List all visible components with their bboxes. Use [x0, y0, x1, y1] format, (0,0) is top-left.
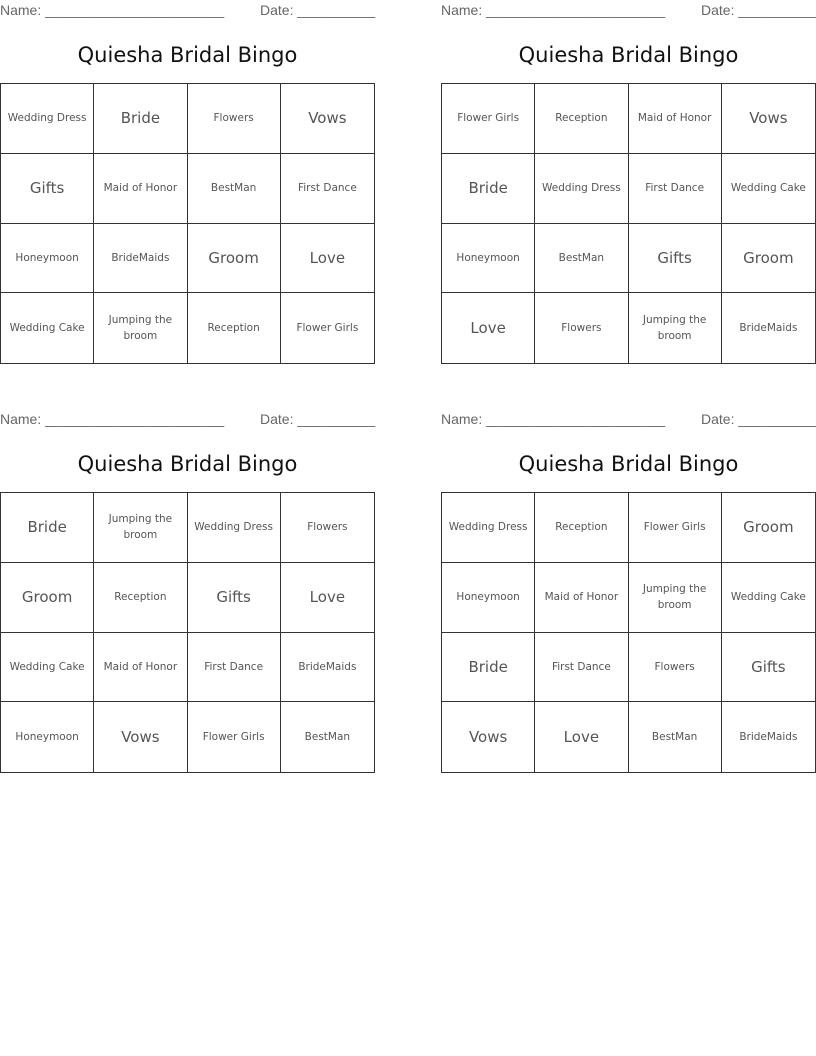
bingo-cell[interactable]: Flowers	[281, 493, 374, 563]
bingo-cell[interactable]: Wedding Cake	[1, 633, 94, 703]
bingo-cell[interactable]: BestMan	[535, 224, 628, 294]
bingo-cell[interactable]: Maid of Honor	[94, 633, 187, 703]
bingo-cell[interactable]: Flowers	[188, 84, 281, 154]
card-header	[0, 411, 375, 429]
bingo-cell[interactable]: Honeymoon	[1, 702, 94, 772]
bingo-cell[interactable]: Flowers	[629, 633, 722, 703]
bingo-card-2	[441, 0, 816, 364]
bingo-cell[interactable]: First Dance	[188, 633, 281, 703]
bingo-cell[interactable]: Vows	[722, 84, 815, 154]
bingo-cell[interactable]: BrideMaids	[94, 224, 187, 294]
date-field[interactable]: Date: __________	[260, 411, 376, 427]
bingo-cell[interactable]: Flower Girls	[296, 322, 359, 335]
bingo-cell[interactable]: Maid of Honor	[629, 84, 722, 154]
bingo-grid	[0, 492, 375, 773]
bingo-cell[interactable]: Reception	[94, 563, 187, 633]
bingo-cell[interactable]: BrideMaids	[739, 731, 798, 744]
bingo-cell[interactable]: Reception	[535, 84, 628, 154]
card-header	[441, 2, 816, 20]
name-field[interactable]: Name: _______________________	[0, 2, 225, 18]
bingo-cell[interactable]: Groom	[722, 493, 815, 563]
bingo-cell[interactable]: Flower Girls	[442, 84, 535, 154]
bingo-cell[interactable]: Love	[281, 224, 374, 294]
bingo-cell[interactable]: Groom	[188, 224, 281, 294]
bingo-grid	[0, 83, 375, 364]
bingo-cell[interactable]: Vows	[94, 702, 187, 772]
bingo-cell[interactable]: Wedding Dress	[188, 493, 281, 563]
bingo-cell[interactable]: First Dance	[629, 154, 722, 224]
bingo-cell[interactable]: Jumping the broom	[629, 563, 722, 633]
card-title: Quiesha Bridal Bingo	[518, 43, 739, 67]
bingo-cell[interactable]: BestMan	[304, 731, 351, 744]
bingo-card-3	[0, 409, 375, 773]
bingo-cell[interactable]: Gifts	[722, 633, 815, 703]
bingo-grid	[441, 83, 816, 364]
bingo-cell[interactable]: Love	[281, 563, 374, 633]
bingo-cell[interactable]: Wedding Dress	[442, 493, 535, 563]
bingo-cell[interactable]: Honeymoon	[442, 563, 535, 633]
bingo-cell[interactable]: Jumping the broom	[94, 493, 187, 563]
bingo-cell[interactable]: Honeymoon	[1, 224, 94, 294]
bingo-cell[interactable]: Flowers	[535, 293, 628, 363]
bingo-cell[interactable]: BestMan	[629, 702, 722, 772]
card-header	[441, 411, 816, 429]
card-title: Quiesha Bridal Bingo	[77, 43, 298, 67]
bingo-cell[interactable]: Jumping the broom	[94, 293, 187, 363]
bingo-cell[interactable]: Flower Girls	[188, 702, 281, 772]
bingo-cell[interactable]: Wedding Dress	[1, 84, 94, 154]
date-field[interactable]: Date: __________	[260, 2, 376, 18]
bingo-cell[interactable]: BrideMaids	[739, 322, 798, 335]
date-field[interactable]: Date: __________	[701, 2, 816, 18]
bingo-cell[interactable]: BestMan	[188, 154, 281, 224]
bingo-card-1	[0, 0, 375, 364]
bingo-cell[interactable]: Jumping the broom	[629, 293, 722, 363]
bingo-cell[interactable]: Groom	[722, 224, 815, 294]
bingo-cell[interactable]: First Dance	[281, 154, 374, 224]
bingo-cell[interactable]: Maid of Honor	[535, 563, 628, 633]
bingo-cell[interactable]: First Dance	[535, 633, 628, 703]
bingo-cell[interactable]: Gifts	[629, 224, 722, 294]
bingo-cell[interactable]: Love	[535, 702, 628, 772]
bingo-cell[interactable]: Love	[442, 293, 535, 363]
name-field[interactable]: Name: _______________________	[441, 411, 666, 427]
bingo-grid	[441, 492, 816, 773]
bingo-cell[interactable]: Honeymoon	[442, 224, 535, 294]
bingo-cell[interactable]: Bride	[442, 633, 535, 703]
bingo-cell[interactable]: Maid of Honor	[94, 154, 187, 224]
bingo-cell[interactable]: Wedding Cake	[722, 563, 815, 633]
card-header	[0, 2, 375, 20]
bingo-cell[interactable]: Reception	[188, 293, 281, 363]
name-field[interactable]: Name: _______________________	[441, 2, 666, 18]
bingo-cell[interactable]: Gifts	[1, 154, 94, 224]
bingo-cell[interactable]: Wedding Cake	[722, 154, 815, 224]
date-field[interactable]: Date: __________	[701, 411, 816, 427]
bingo-cell[interactable]: Gifts	[188, 563, 281, 633]
bingo-cell[interactable]: Vows	[442, 702, 535, 772]
bingo-card-4	[441, 409, 816, 773]
bingo-cell[interactable]: Vows	[281, 84, 374, 154]
bingo-cell[interactable]: Bride	[1, 493, 94, 563]
bingo-cell[interactable]: Bride	[442, 154, 535, 224]
bingo-cell[interactable]: Reception	[535, 493, 628, 563]
card-title: Quiesha Bridal Bingo	[77, 452, 298, 476]
bingo-cell[interactable]: BrideMaids	[281, 633, 374, 703]
bingo-cell[interactable]: Flower Girls	[629, 493, 722, 563]
bingo-cell[interactable]: Groom	[1, 563, 94, 633]
name-field[interactable]: Name: _______________________	[0, 411, 225, 427]
bingo-cell[interactable]: Wedding Cake	[1, 293, 94, 363]
card-title: Quiesha Bridal Bingo	[518, 452, 739, 476]
bingo-cell[interactable]: Bride	[94, 84, 187, 154]
bingo-cell[interactable]: Wedding Dress	[535, 154, 628, 224]
